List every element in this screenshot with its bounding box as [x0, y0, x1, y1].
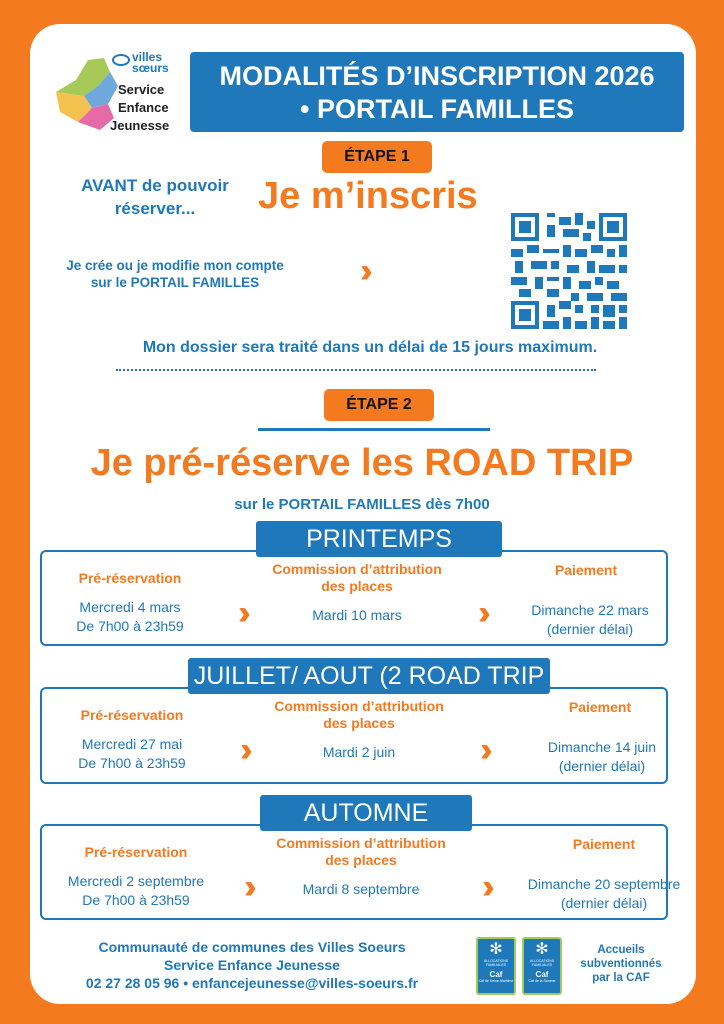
commission-date: Mardi 8 septembre [302, 881, 420, 897]
season-title-juillet-aout: JUILLET/ AOUT (2 ROAD TRIP [188, 658, 550, 694]
footer-line-1: Communauté de communes des Villes Soeurs [98, 939, 406, 955]
caf-star-icon: ✻ [489, 941, 503, 958]
chevron-icon: ›› [482, 868, 485, 906]
pre-reservation-label: Pré-réservation [80, 707, 184, 723]
step2-underline [258, 428, 490, 431]
step1-avant-line-2: réserver... [114, 199, 196, 218]
pre-reservation-date: Mercredi 27 mai [81, 736, 183, 752]
commission-label-2: des places [321, 578, 393, 594]
commission-label-1: Commission d’attribution [274, 698, 444, 714]
step1-avant-line-1: AVANT de pouvoir [81, 176, 229, 195]
step1-delay: Mon dossier sera traité dans un délai de 15 jours maximum. [142, 339, 598, 356]
payment-date: Dimanche 22 mars [531, 602, 649, 618]
payment-label: Paiement [568, 699, 632, 715]
step1-desc-line-1: Je crée ou je modifie mon compte [66, 258, 284, 273]
payment-last: (dernier délai) [560, 895, 648, 911]
footer-contact: 02 27 28 05 96 • enfancejeunesse@villes-soeurs.fr [85, 975, 419, 991]
title-line-2: • PORTAIL FAMILLES [300, 94, 574, 124]
commission-label-2: des places [325, 852, 397, 868]
commission-label-1: Commission d’attribution [276, 835, 446, 851]
pre-reservation-time: De 7h00 à 23h59 [78, 755, 186, 771]
season-title-printemps: PRINTEMPS [256, 521, 502, 557]
caf-star-icon: ✻ [535, 941, 549, 958]
qr-code-icon [511, 213, 627, 329]
pre-reservation-time: De 7h00 à 23h59 [82, 892, 190, 908]
step2-sub: sur le PORTAIL FAMILLES dès 7h00 [234, 496, 490, 513]
pre-reservation-date: Mercredi 2 septembre [67, 873, 205, 889]
step1-chevron-icon: ›› [360, 252, 363, 290]
step1-desc-line-2: sur le PORTAIL FAMILLES [90, 275, 260, 290]
logo [48, 50, 180, 140]
pre-reservation-time: De 7h00 à 23h59 [76, 618, 184, 634]
commission-label-2: des places [323, 715, 395, 731]
logo-villes: villes [132, 50, 163, 64]
pre-reservation-label: Pré-réservation [84, 844, 188, 860]
caf-logo-seine-maritime: ✻ ALLOCATIONS FAMILIALES Caf Caf de Seine-Maritime [476, 937, 516, 995]
payment-label: Paiement [554, 562, 618, 578]
dotted-divider [116, 369, 596, 371]
payment-last: (dernier délai) [546, 621, 634, 637]
pre-reservation-date: Mercredi 4 mars [79, 599, 181, 615]
accueils-line-3: par la CAF [592, 972, 650, 984]
step1-badge: ÉTAPE 1 [322, 141, 432, 173]
commission-label-1: Commission d’attribution [272, 561, 442, 577]
payment-date: Dimanche 14 juin [547, 739, 657, 755]
commission-date: Mardi 10 mars [312, 607, 402, 623]
chevron-icon: ›› [240, 731, 243, 769]
chevron-icon: ›› [238, 594, 241, 632]
pre-reservation-label: Pré-réservation [78, 570, 182, 586]
title-line-1: MODALITÉS D’INSCRIPTION 2026 [219, 61, 655, 91]
logo-jeunesse: Jeunesse [110, 118, 170, 133]
logo-eye-icon [112, 54, 130, 66]
logo-soeurs: sœurs [132, 61, 169, 75]
logo-service: Service [118, 82, 165, 97]
payment-label: Paiement [572, 836, 636, 852]
step1-heading: Je m’inscris [258, 175, 478, 217]
payment-last: (dernier délai) [558, 758, 646, 774]
accueils-line-2: subventionnés [580, 958, 662, 970]
logo-enfance: Enfance [118, 100, 169, 115]
caf-logo-somme: ✻ ALLOCATIONS FAMILIALES Caf Caf de la Somme [522, 937, 562, 995]
chevron-icon: ›› [480, 731, 483, 769]
step2-heading: Je pré-réserve les ROAD TRIP [90, 442, 634, 484]
season-title-automne: AUTOMNE [260, 795, 472, 831]
chevron-icon: ›› [478, 594, 481, 632]
payment-date: Dimanche 20 septembre [527, 876, 681, 892]
commission-date: Mardi 2 juin [322, 744, 396, 760]
accueils-line-1: Accueils [597, 944, 645, 956]
footer-line-2: Service Enfance Jeunesse [164, 957, 340, 973]
page-title [190, 52, 684, 132]
step2-badge: ÉTAPE 2 [324, 389, 434, 421]
chevron-icon: ›› [244, 868, 247, 906]
